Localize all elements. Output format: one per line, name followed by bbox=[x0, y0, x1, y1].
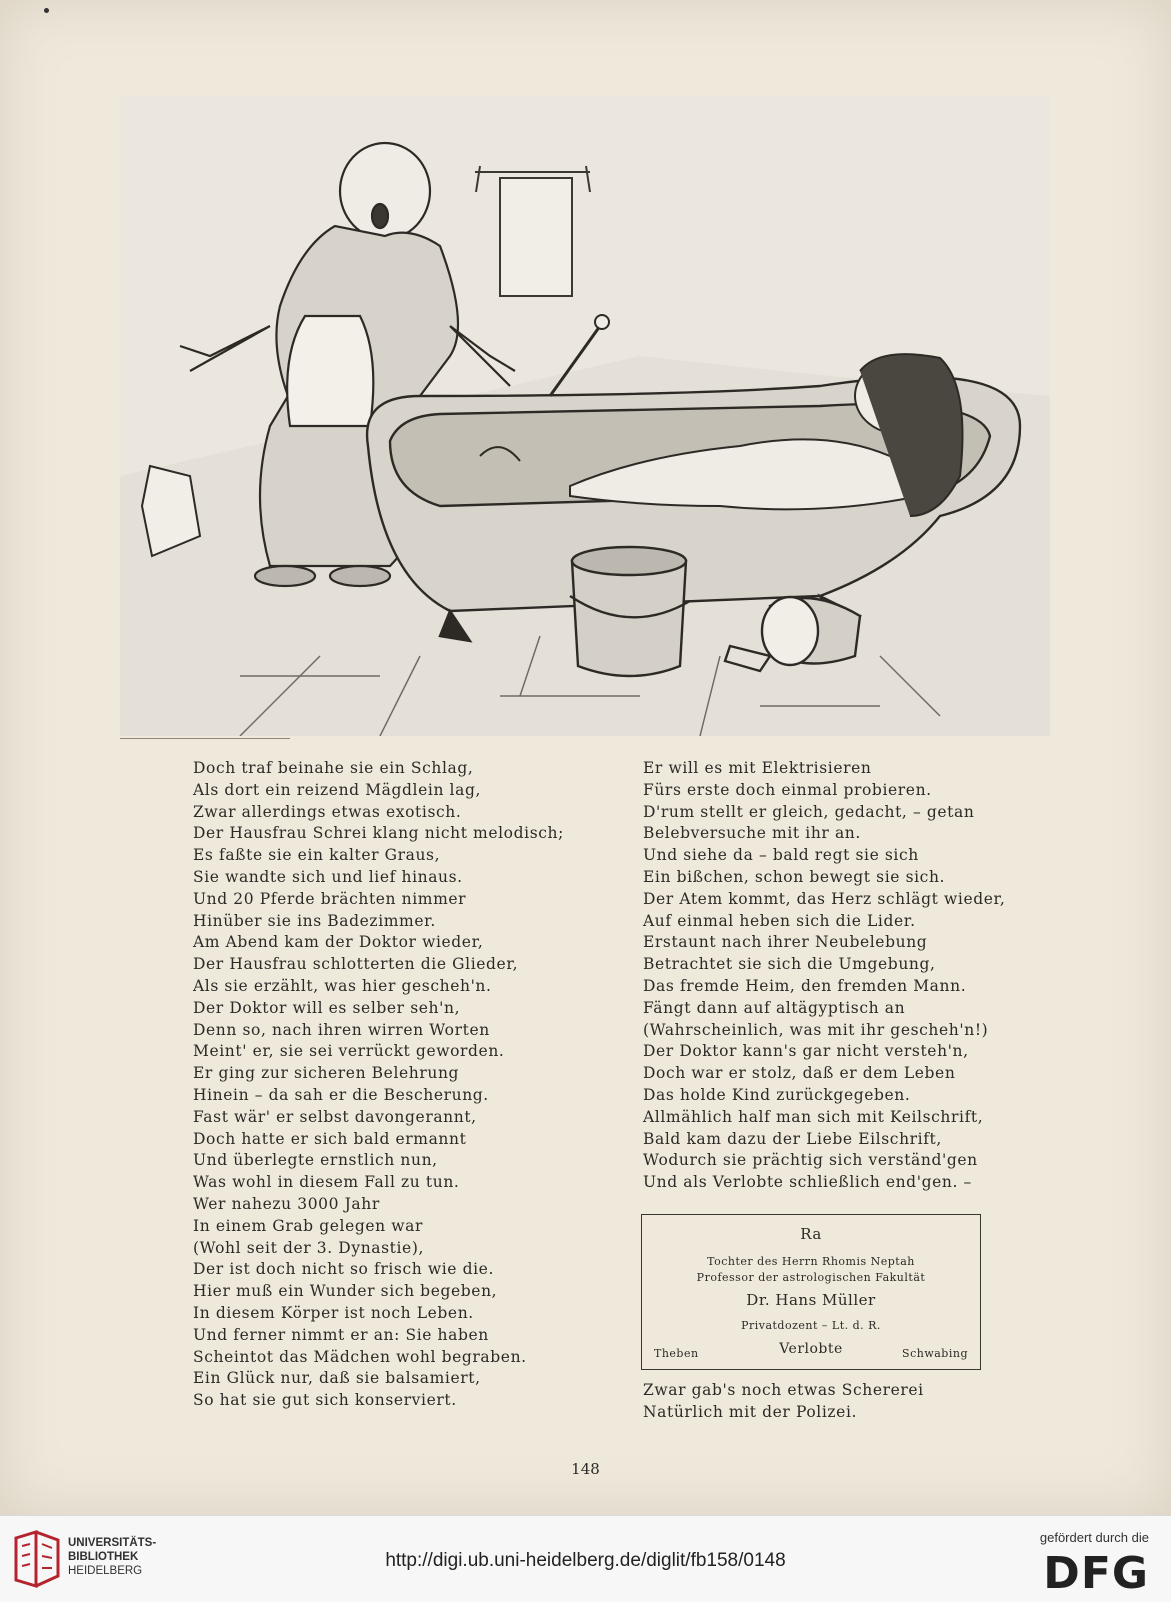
poem-line: Am Abend kam der Doktor wieder, bbox=[193, 933, 484, 952]
poem-line: Belebversuche mit ihr an. bbox=[643, 824, 861, 843]
notice-bride-name: Ra bbox=[800, 1225, 822, 1243]
permalink-url[interactable]: http://digi.ub.uni-heidelberg.de/diglit/fb158/0148 bbox=[385, 1550, 786, 1571]
poem-line: Und überlegte ernstlich nun, bbox=[193, 1151, 438, 1170]
viewer-footer bbox=[0, 1515, 1171, 1602]
poem-line: Und 20 Pferde brächten nimmer bbox=[193, 889, 467, 908]
poem-line: D'rum stellt er gleich, gedacht, – getan bbox=[643, 802, 975, 821]
poem-line: Was wohl in diesem Fall zu tun. bbox=[193, 1173, 460, 1192]
poem-line: Sie wandte sich und lief hinaus. bbox=[193, 867, 463, 886]
poem-line: Es faßte sie ein kalter Graus, bbox=[193, 846, 441, 865]
poem-line: So hat sie gut sich konserviert. bbox=[193, 1391, 457, 1410]
poem-line: In einem Grab gelegen war bbox=[193, 1216, 423, 1235]
poem-left-column bbox=[193, 758, 613, 1412]
poem-line: Als dort ein reizend Mägdlein lag, bbox=[193, 780, 482, 799]
poem-line: (Wahrscheinlich, was mit ihr gescheh'n!) bbox=[643, 1020, 989, 1039]
bathtub-drawing bbox=[120, 96, 1050, 736]
poem-line: Der Hausfrau schlotterten die Glieder, bbox=[193, 955, 519, 974]
poem-line: Fast wär' er selbst davongerannt, bbox=[193, 1107, 477, 1126]
poem-line: Doch traf beinahe sie ein Schlag, bbox=[193, 759, 474, 777]
engagement-notice bbox=[641, 1214, 981, 1370]
poem-line: Hinüber sie ins Badezimmer. bbox=[193, 911, 436, 930]
poem-line: Zwar gab's noch etwas Schererei bbox=[643, 1381, 924, 1399]
poem-line: Denn so, nach ihren wirren Worten bbox=[193, 1020, 490, 1039]
poem-line: (Wohl seit der 3. Dynastie), bbox=[193, 1238, 425, 1257]
ink-speck bbox=[44, 8, 49, 13]
notice-place-right: Schwabing bbox=[902, 1347, 968, 1360]
poem-line: Er will es mit Elektrisieren bbox=[643, 759, 872, 777]
illustration-divider bbox=[120, 738, 290, 739]
poem-line: Scheintot das Mädchen wohl begraben. bbox=[193, 1347, 527, 1366]
poem-line: Hier muß ein Wunder sich begeben, bbox=[193, 1282, 498, 1301]
poem-line: Der ist doch nicht so frisch wie die. bbox=[193, 1260, 494, 1279]
funded-by-label: gefördert durch die bbox=[1039, 1530, 1149, 1545]
notice-place-left: Theben bbox=[654, 1347, 699, 1360]
notice-groom-rank: Privatdozent – Lt. d. R. bbox=[741, 1319, 881, 1332]
poem-line: Als sie erzählt, was hier gescheh'n. bbox=[193, 976, 492, 995]
poem-line: Fürs erste doch einmal probieren. bbox=[643, 780, 932, 799]
poem-line: Zwar allerdings etwas exotisch. bbox=[193, 802, 462, 821]
notice-engaged-label: Verlobte bbox=[779, 1341, 843, 1357]
poem-line: Und siehe da – bald regt sie sich bbox=[643, 846, 919, 865]
poem-line: In diesem Körper ist noch Leben. bbox=[193, 1303, 474, 1322]
poem-line: Das fremde Heim, den fremden Mann. bbox=[643, 976, 967, 995]
poem-line: Wodurch sie prächtig sich verständ'gen bbox=[643, 1151, 978, 1170]
poem-line: Der Atem kommt, das Herz schlägt wieder, bbox=[643, 889, 1006, 908]
poem-line: Auf einmal heben sich die Lider. bbox=[643, 911, 916, 930]
poem-line: Wer nahezu 3000 Jahr bbox=[193, 1194, 380, 1213]
poem-line: Und als Verlobte schließlich end'gen. – bbox=[643, 1173, 972, 1192]
notice-bride-parent: Tochter des Herrn Rhomis Neptah bbox=[707, 1255, 915, 1268]
poem-line: Doch war er stolz, daß er dem Leben bbox=[643, 1064, 956, 1083]
poem-line: Ein Glück nur, daß sie balsamiert, bbox=[193, 1369, 481, 1388]
institution-line3: HEIDELBERG bbox=[68, 1565, 143, 1577]
institution-line1: UNIVERSITÄTS- bbox=[68, 1537, 157, 1549]
poem-right-column bbox=[643, 758, 1006, 1194]
poem-line: Ein bißchen, schon bewegt sie sich. bbox=[643, 867, 946, 886]
poem-line: Meint' er, sie sei verrückt geworden. bbox=[193, 1042, 505, 1061]
institution-line2: BIBLIOTHEK bbox=[68, 1551, 139, 1563]
poem-line: Erstaunt nach ihrer Neubelebung bbox=[643, 933, 928, 952]
poem-line: Allmählich half man sich mit Keilschrift, bbox=[643, 1107, 984, 1126]
poem-line: Das holde Kind zurückgegeben. bbox=[643, 1085, 911, 1104]
poem-line: Der Hausfrau Schrei klang nicht melodisch; bbox=[193, 824, 564, 843]
illustration-bathtub-scene bbox=[120, 96, 1050, 736]
poem-line: Fängt dann auf altägyptisch an bbox=[643, 998, 906, 1017]
dfg-logo: DFG bbox=[1043, 1548, 1149, 1599]
poem-right-tail bbox=[643, 1380, 924, 1424]
poem-line: Und ferner nimmt er an: Sie haben bbox=[193, 1325, 489, 1344]
poem-line: Der Doktor kann's gar nicht versteh'n, bbox=[643, 1042, 969, 1061]
notice-groom-name: Dr. Hans Müller bbox=[746, 1291, 876, 1309]
notice-parent-title: Professor der astrologischen Fakultät bbox=[696, 1271, 926, 1284]
poem-line: Doch hatte er sich bald ermannt bbox=[193, 1129, 467, 1148]
poem-line: Bald kam dazu der Liebe Eilschrift, bbox=[643, 1129, 942, 1148]
poem-line: Der Doktor will es selber seh'n, bbox=[193, 998, 461, 1017]
poem-line: Hinein – da sah er die Bescherung. bbox=[193, 1085, 489, 1104]
poem-line: Er ging zur sicheren Belehrung bbox=[193, 1064, 460, 1083]
poem-line: Betrachtet sie sich die Umgebung, bbox=[643, 955, 936, 974]
poem-line: Natürlich mit der Polizei. bbox=[643, 1402, 858, 1421]
page-number: 148 bbox=[571, 1460, 600, 1478]
